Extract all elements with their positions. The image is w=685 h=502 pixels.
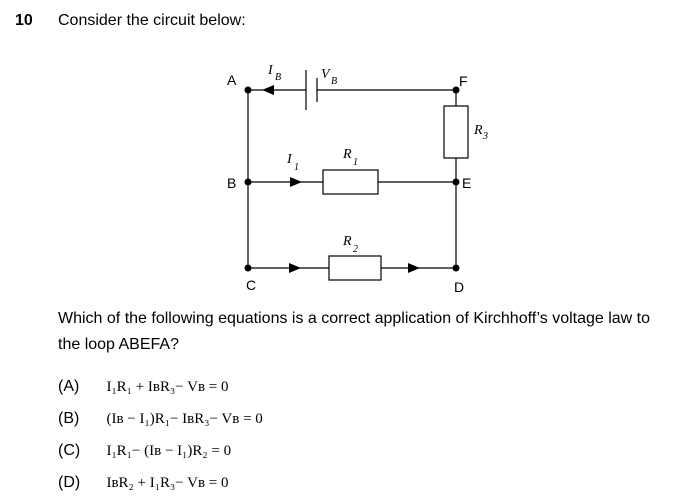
option-equation: IʙR₂ + I₁R₃− Vʙ = 0 bbox=[106, 475, 229, 491]
option-equation: I₁R₁ + IʙR₃− Vʙ = 0 bbox=[106, 379, 229, 395]
option-letter: (B) bbox=[58, 410, 80, 427]
option-c[interactable] bbox=[58, 442, 231, 460]
option-equation: (Iʙ − I₁)R₁− IʙR₃− Vʙ = 0 bbox=[106, 411, 263, 427]
current-arrow-d bbox=[408, 263, 420, 273]
label-i1: I bbox=[287, 152, 292, 167]
current-arrow-i1 bbox=[290, 177, 302, 187]
node-label-f: F bbox=[459, 73, 468, 89]
node-dot-d bbox=[453, 265, 460, 272]
option-letter: (D) bbox=[58, 474, 81, 491]
node-label-e: E bbox=[462, 175, 472, 191]
label-r1-sub: 1 bbox=[353, 157, 358, 168]
node-label-b: B bbox=[227, 175, 237, 191]
resistor-r1 bbox=[323, 170, 378, 194]
resistor-r2 bbox=[329, 256, 381, 280]
option-b[interactable] bbox=[58, 410, 263, 428]
label-r2: R bbox=[343, 234, 352, 249]
resistor-r3 bbox=[444, 106, 468, 158]
question-prompt: Which of the following equations is a correct application of Kirchhoff’s voltage law to the loop ABEFA? bbox=[58, 310, 651, 353]
question-title: Consider the circuit below: bbox=[58, 12, 246, 29]
label-r3-sub: 3 bbox=[483, 131, 488, 142]
label-vb-sub: B bbox=[331, 76, 338, 87]
node-label-a: A bbox=[227, 72, 237, 88]
label-ib: I bbox=[268, 63, 273, 78]
option-d[interactable] bbox=[58, 474, 229, 492]
option-equation: I₁R₁− (Iʙ − I₁)R₂ = 0 bbox=[106, 443, 232, 459]
node-dot-a bbox=[245, 87, 252, 94]
node-label-c: C bbox=[246, 277, 257, 293]
option-a[interactable] bbox=[58, 378, 229, 396]
option-letter: (C) bbox=[58, 442, 81, 459]
label-i1-sub: 1 bbox=[294, 162, 299, 173]
node-label-d: D bbox=[454, 279, 465, 295]
node-dot-b bbox=[245, 179, 252, 186]
label-r2-sub: 2 bbox=[353, 244, 358, 255]
current-arrow-c bbox=[289, 263, 301, 273]
node-dot-e bbox=[453, 179, 460, 186]
label-r3: R bbox=[474, 123, 483, 138]
option-letter: (A) bbox=[58, 378, 80, 395]
label-ib-sub: B bbox=[275, 72, 282, 83]
current-arrow-ib bbox=[262, 85, 274, 95]
node-dot-c bbox=[245, 265, 252, 272]
label-r1: R bbox=[343, 147, 352, 162]
question-number: 10 bbox=[15, 12, 33, 29]
label-vb: V bbox=[321, 67, 330, 82]
